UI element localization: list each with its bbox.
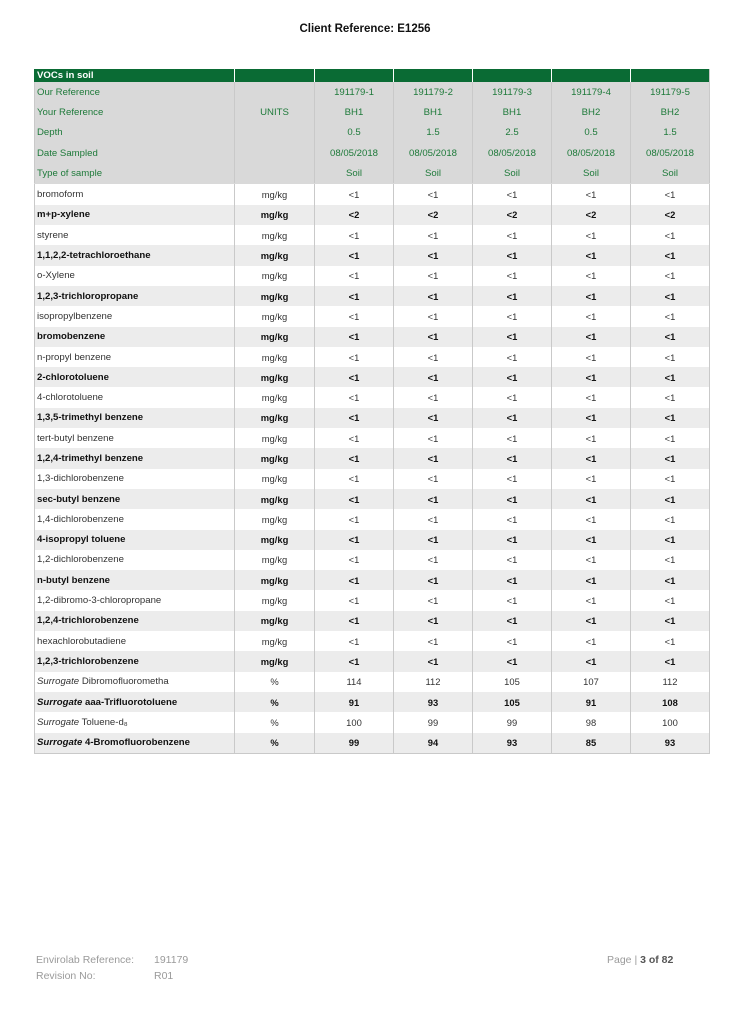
result-value: <1 bbox=[552, 530, 631, 550]
result-value: <1 bbox=[631, 651, 710, 671]
analyte-name: 1,2-dichlorobenzene bbox=[35, 550, 235, 570]
result-value: <1 bbox=[631, 245, 710, 265]
result-value: <1 bbox=[394, 306, 473, 326]
envirolab-reference-value: 191179 bbox=[154, 954, 189, 966]
result-value: <1 bbox=[473, 509, 552, 529]
header-value: 08/05/2018 bbox=[315, 143, 394, 163]
result-value: 108 bbox=[631, 692, 710, 712]
result-value: 105 bbox=[473, 672, 552, 692]
result-value: <1 bbox=[631, 631, 710, 651]
analyte-units: mg/kg bbox=[235, 448, 315, 468]
client-reference: Client Reference: E1256 bbox=[299, 23, 431, 35]
result-value: <1 bbox=[631, 286, 710, 306]
result-value: <1 bbox=[315, 590, 394, 610]
result-value: <1 bbox=[473, 367, 552, 387]
table-row bbox=[35, 489, 710, 509]
header-label: Your Reference bbox=[35, 102, 235, 122]
result-value: <1 bbox=[394, 408, 473, 428]
result-value: <1 bbox=[315, 184, 394, 205]
table-row bbox=[35, 550, 710, 570]
analyte-units: mg/kg bbox=[235, 570, 315, 590]
result-value: <1 bbox=[552, 570, 631, 590]
header-value: 191179-2 bbox=[394, 82, 473, 102]
result-value: 99 bbox=[394, 712, 473, 732]
header-label: Date Sampled bbox=[35, 143, 235, 163]
header-value: 08/05/2018 bbox=[631, 143, 710, 163]
analyte-name bbox=[35, 692, 235, 712]
result-value: <1 bbox=[473, 570, 552, 590]
table-row bbox=[35, 327, 710, 347]
vocs-results-table bbox=[34, 69, 710, 754]
header-label: Depth bbox=[35, 123, 235, 143]
header-value: 0.5 bbox=[315, 123, 394, 143]
result-value: <1 bbox=[552, 469, 631, 489]
analyte-units: % bbox=[235, 692, 315, 712]
result-value: <1 bbox=[631, 347, 710, 367]
analyte-name: 1,2,3-trichloropropane bbox=[35, 286, 235, 306]
analyte-name: 1,1,2,2-tetrachloroethane bbox=[35, 245, 235, 265]
analyte-name: 2-chlorotoluene bbox=[35, 367, 235, 387]
result-value: <1 bbox=[315, 489, 394, 509]
result-value: <1 bbox=[631, 428, 710, 448]
analyte-units: mg/kg bbox=[235, 611, 315, 631]
analyte-units: % bbox=[235, 672, 315, 692]
result-value: <1 bbox=[473, 347, 552, 367]
result-value: <1 bbox=[473, 550, 552, 570]
header-value: 191179-1 bbox=[315, 82, 394, 102]
analyte-name: sec-butyl benzene bbox=[35, 489, 235, 509]
analyte-units: mg/kg bbox=[235, 408, 315, 428]
result-value: <1 bbox=[631, 489, 710, 509]
table-row bbox=[35, 205, 710, 225]
table-row bbox=[35, 712, 710, 732]
header-units bbox=[235, 163, 315, 184]
result-value: <1 bbox=[315, 550, 394, 570]
analyte-name: 1,2,3-trichlorobenzene bbox=[35, 651, 235, 671]
result-value: <1 bbox=[394, 428, 473, 448]
revision-value: R01 bbox=[154, 970, 174, 982]
result-value: 114 bbox=[315, 672, 394, 692]
result-value: <1 bbox=[394, 590, 473, 610]
result-value: <1 bbox=[631, 530, 710, 550]
page-indicator bbox=[607, 954, 673, 966]
header-value: BH1 bbox=[315, 102, 394, 122]
analyte-units: mg/kg bbox=[235, 509, 315, 529]
analyte-units: mg/kg bbox=[235, 367, 315, 387]
result-value: <1 bbox=[552, 347, 631, 367]
result-value: <1 bbox=[394, 225, 473, 245]
result-value: <1 bbox=[394, 651, 473, 671]
result-value: <1 bbox=[552, 184, 631, 205]
result-value: <1 bbox=[315, 408, 394, 428]
result-value: 112 bbox=[631, 672, 710, 692]
header-row bbox=[35, 102, 710, 122]
analyte-name bbox=[35, 712, 235, 732]
table-title-row bbox=[35, 69, 710, 82]
result-value: <1 bbox=[394, 550, 473, 570]
result-value: <1 bbox=[315, 631, 394, 651]
result-value: <1 bbox=[473, 387, 552, 407]
result-value: <1 bbox=[315, 225, 394, 245]
result-value: 94 bbox=[394, 733, 473, 754]
table-row bbox=[35, 509, 710, 529]
result-value: <1 bbox=[631, 611, 710, 631]
result-value: <1 bbox=[631, 448, 710, 468]
analyte-name: bromobenzene bbox=[35, 327, 235, 347]
result-value: 85 bbox=[552, 733, 631, 754]
result-value: 99 bbox=[473, 712, 552, 732]
result-value: <1 bbox=[552, 225, 631, 245]
analyte-units: mg/kg bbox=[235, 469, 315, 489]
header-value: 0.5 bbox=[552, 123, 631, 143]
table-row bbox=[35, 286, 710, 306]
header-value: 2.5 bbox=[473, 123, 552, 143]
result-value: <1 bbox=[552, 509, 631, 529]
table-title: VOCs in soil bbox=[35, 69, 235, 82]
result-value: <1 bbox=[473, 469, 552, 489]
result-value: 93 bbox=[631, 733, 710, 754]
analyte-name: n-propyl benzene bbox=[35, 347, 235, 367]
result-value: <1 bbox=[552, 631, 631, 651]
page-number: 3 of 82 bbox=[640, 954, 674, 966]
result-value: 93 bbox=[473, 733, 552, 754]
analyte-units: mg/kg bbox=[235, 530, 315, 550]
analyte-name: tert-butyl benzene bbox=[35, 428, 235, 448]
analyte-name: styrene bbox=[35, 225, 235, 245]
analyte-name: 1,3-dichlorobenzene bbox=[35, 469, 235, 489]
result-value: <1 bbox=[552, 367, 631, 387]
analyte-name: isopropylbenzene bbox=[35, 306, 235, 326]
table-row bbox=[35, 245, 710, 265]
result-value: <1 bbox=[552, 489, 631, 509]
result-value: <2 bbox=[315, 205, 394, 225]
result-value: <1 bbox=[552, 327, 631, 347]
table-row bbox=[35, 570, 710, 590]
surrogate-name: aaa-Trifluorotoluene bbox=[85, 696, 178, 708]
result-value: <1 bbox=[394, 530, 473, 550]
result-value: <1 bbox=[552, 550, 631, 570]
table-row bbox=[35, 448, 710, 468]
footer-reference bbox=[36, 952, 188, 984]
header-units: UNITS bbox=[235, 102, 315, 122]
header-row bbox=[35, 163, 710, 184]
analyte-units: mg/kg bbox=[235, 184, 315, 205]
result-value: <1 bbox=[473, 266, 552, 286]
analyte-name: n-butyl benzene bbox=[35, 570, 235, 590]
result-value: <1 bbox=[631, 184, 710, 205]
result-value: <1 bbox=[394, 387, 473, 407]
surrogate-prefix: Surrogate bbox=[37, 676, 80, 688]
result-value: <1 bbox=[394, 184, 473, 205]
table-row bbox=[35, 408, 710, 428]
table-row bbox=[35, 530, 710, 550]
table-row bbox=[35, 469, 710, 489]
result-value: <1 bbox=[394, 327, 473, 347]
page-label: Page | bbox=[607, 954, 638, 966]
result-value: <1 bbox=[315, 347, 394, 367]
table-row bbox=[35, 611, 710, 631]
analyte-name: o-Xylene bbox=[35, 266, 235, 286]
result-value: <1 bbox=[631, 509, 710, 529]
header-value: 191179-5 bbox=[631, 82, 710, 102]
result-value: <1 bbox=[631, 469, 710, 489]
result-value: <1 bbox=[552, 245, 631, 265]
analyte-units: mg/kg bbox=[235, 327, 315, 347]
result-value: <2 bbox=[473, 205, 552, 225]
header-value: Soil bbox=[394, 163, 473, 184]
result-value: <1 bbox=[473, 327, 552, 347]
analyte-name: 1,2-dibromo-3-chloropropane bbox=[35, 590, 235, 610]
header-value: 1.5 bbox=[631, 123, 710, 143]
result-value: <1 bbox=[315, 266, 394, 286]
header-units bbox=[235, 143, 315, 163]
result-value: 91 bbox=[552, 692, 631, 712]
table-row bbox=[35, 590, 710, 610]
header-value: Soil bbox=[552, 163, 631, 184]
table-row bbox=[35, 266, 710, 286]
table-row bbox=[35, 347, 710, 367]
result-value: <1 bbox=[394, 448, 473, 468]
analyte-name: bromoform bbox=[35, 184, 235, 205]
result-value: <1 bbox=[631, 387, 710, 407]
result-value: 91 bbox=[315, 692, 394, 712]
table-row bbox=[35, 651, 710, 671]
header-value: 08/05/2018 bbox=[473, 143, 552, 163]
header-label: Our Reference bbox=[35, 82, 235, 102]
result-value: <1 bbox=[473, 489, 552, 509]
result-value: <1 bbox=[552, 428, 631, 448]
result-value: <1 bbox=[473, 245, 552, 265]
analyte-units: mg/kg bbox=[235, 266, 315, 286]
analyte-name: 4-isopropyl toluene bbox=[35, 530, 235, 550]
analyte-units: mg/kg bbox=[235, 205, 315, 225]
header-value: Soil bbox=[315, 163, 394, 184]
header-row bbox=[35, 143, 710, 163]
header-row bbox=[35, 123, 710, 143]
table-row bbox=[35, 672, 710, 692]
result-value: <1 bbox=[631, 408, 710, 428]
result-value: <1 bbox=[315, 428, 394, 448]
result-value: <1 bbox=[315, 509, 394, 529]
analyte-units: mg/kg bbox=[235, 631, 315, 651]
result-value: <1 bbox=[315, 387, 394, 407]
result-value: <1 bbox=[631, 367, 710, 387]
header-label: Type of sample bbox=[35, 163, 235, 184]
analyte-name: 1,3,5-trimethyl benzene bbox=[35, 408, 235, 428]
result-value: <1 bbox=[552, 611, 631, 631]
analyte-name bbox=[35, 733, 235, 754]
header-value: 191179-3 bbox=[473, 82, 552, 102]
header-value: BH1 bbox=[394, 102, 473, 122]
result-value: <1 bbox=[631, 550, 710, 570]
surrogate-name: 4-Bromofluorobenzene bbox=[85, 737, 191, 749]
header-units bbox=[235, 123, 315, 143]
result-value: <1 bbox=[315, 286, 394, 306]
analyte-name bbox=[35, 672, 235, 692]
analyte-units: mg/kg bbox=[235, 306, 315, 326]
result-value: <1 bbox=[631, 590, 710, 610]
result-value: <1 bbox=[315, 570, 394, 590]
result-value: <1 bbox=[315, 367, 394, 387]
analyte-name: 1,4-dichlorobenzene bbox=[35, 509, 235, 529]
table-row bbox=[35, 428, 710, 448]
result-value: <1 bbox=[315, 306, 394, 326]
analyte-units: mg/kg bbox=[235, 245, 315, 265]
result-value: 100 bbox=[631, 712, 710, 732]
header-value: 191179-4 bbox=[552, 82, 631, 102]
surrogate-name: Toluene-d₈ bbox=[81, 716, 128, 728]
table-row bbox=[35, 692, 710, 712]
result-value: <1 bbox=[631, 570, 710, 590]
result-value: 99 bbox=[315, 733, 394, 754]
analyte-name: 4-chlorotoluene bbox=[35, 387, 235, 407]
result-value: 105 bbox=[473, 692, 552, 712]
result-value: <1 bbox=[394, 469, 473, 489]
result-value: <1 bbox=[631, 266, 710, 286]
result-value: <1 bbox=[315, 245, 394, 265]
result-value: 100 bbox=[315, 712, 394, 732]
header-units bbox=[235, 82, 315, 102]
result-value: <1 bbox=[394, 347, 473, 367]
analyte-units: mg/kg bbox=[235, 387, 315, 407]
result-value: <2 bbox=[552, 205, 631, 225]
analyte-name: 1,2,4-trichlorobenzene bbox=[35, 611, 235, 631]
result-value: <1 bbox=[315, 327, 394, 347]
result-value: <1 bbox=[552, 286, 631, 306]
result-value: <1 bbox=[394, 631, 473, 651]
result-value: <1 bbox=[394, 245, 473, 265]
result-value: 98 bbox=[552, 712, 631, 732]
result-value: <2 bbox=[394, 205, 473, 225]
result-value: <1 bbox=[315, 469, 394, 489]
result-value: <1 bbox=[394, 266, 473, 286]
result-value: <1 bbox=[394, 286, 473, 306]
header-value: BH1 bbox=[473, 102, 552, 122]
envirolab-reference-label: Envirolab Reference: bbox=[36, 954, 135, 966]
result-value: <1 bbox=[473, 225, 552, 245]
analyte-units: mg/kg bbox=[235, 428, 315, 448]
analyte-name: 1,2,4-trimethyl benzene bbox=[35, 448, 235, 468]
table-row bbox=[35, 387, 710, 407]
table-row bbox=[35, 631, 710, 651]
result-value: <1 bbox=[552, 590, 631, 610]
header-value: 08/05/2018 bbox=[552, 143, 631, 163]
result-value: <1 bbox=[473, 306, 552, 326]
table-row bbox=[35, 184, 710, 205]
analyte-units: % bbox=[235, 733, 315, 754]
header-value: BH2 bbox=[631, 102, 710, 122]
revision-label: Revision No: bbox=[36, 970, 96, 982]
table-row bbox=[35, 733, 710, 754]
result-value: <1 bbox=[473, 530, 552, 550]
result-value: <1 bbox=[552, 448, 631, 468]
table-row bbox=[35, 367, 710, 387]
result-value: <1 bbox=[631, 306, 710, 326]
result-value: <2 bbox=[631, 205, 710, 225]
surrogate-name: Dibromofluorometha bbox=[81, 676, 169, 688]
analyte-name: hexachlorobutadiene bbox=[35, 631, 235, 651]
result-value: <1 bbox=[552, 306, 631, 326]
result-value: <1 bbox=[631, 327, 710, 347]
header-value: Soil bbox=[631, 163, 710, 184]
surrogate-prefix: Surrogate bbox=[37, 716, 80, 728]
result-value: <1 bbox=[315, 611, 394, 631]
analyte-units: mg/kg bbox=[235, 651, 315, 671]
result-value: <1 bbox=[394, 489, 473, 509]
result-value: <1 bbox=[552, 387, 631, 407]
result-value: <1 bbox=[394, 611, 473, 631]
surrogate-prefix: Surrogate bbox=[37, 696, 83, 708]
header-value: Soil bbox=[473, 163, 552, 184]
result-value: <1 bbox=[552, 266, 631, 286]
table-row bbox=[35, 306, 710, 326]
analyte-units: mg/kg bbox=[235, 286, 315, 306]
analyte-units: mg/kg bbox=[235, 225, 315, 245]
result-value: <1 bbox=[473, 408, 552, 428]
header-row bbox=[35, 82, 710, 102]
result-value: <1 bbox=[315, 448, 394, 468]
result-value: <1 bbox=[552, 651, 631, 671]
analyte-units: mg/kg bbox=[235, 489, 315, 509]
result-value: <1 bbox=[394, 367, 473, 387]
header-value: 08/05/2018 bbox=[394, 143, 473, 163]
header-value: 1.5 bbox=[394, 123, 473, 143]
result-value: <1 bbox=[473, 611, 552, 631]
result-value: <1 bbox=[473, 448, 552, 468]
surrogate-prefix: Surrogate bbox=[37, 737, 83, 749]
result-value: <1 bbox=[473, 631, 552, 651]
result-value: <1 bbox=[473, 590, 552, 610]
result-value: <1 bbox=[394, 509, 473, 529]
result-value: 93 bbox=[394, 692, 473, 712]
result-value: <1 bbox=[315, 651, 394, 671]
result-value: 112 bbox=[394, 672, 473, 692]
analyte-units: mg/kg bbox=[235, 347, 315, 367]
result-value: <1 bbox=[631, 225, 710, 245]
result-value: <1 bbox=[473, 428, 552, 448]
result-value: <1 bbox=[552, 408, 631, 428]
result-value: <1 bbox=[394, 570, 473, 590]
result-value: <1 bbox=[473, 184, 552, 205]
analyte-units: mg/kg bbox=[235, 590, 315, 610]
analyte-name: m+p-xylene bbox=[35, 205, 235, 225]
result-value: 107 bbox=[552, 672, 631, 692]
table-row bbox=[35, 225, 710, 245]
analyte-units: mg/kg bbox=[235, 550, 315, 570]
result-value: <1 bbox=[315, 530, 394, 550]
analyte-units: % bbox=[235, 712, 315, 732]
header-value: BH2 bbox=[552, 102, 631, 122]
result-value: <1 bbox=[473, 651, 552, 671]
result-value: <1 bbox=[473, 286, 552, 306]
